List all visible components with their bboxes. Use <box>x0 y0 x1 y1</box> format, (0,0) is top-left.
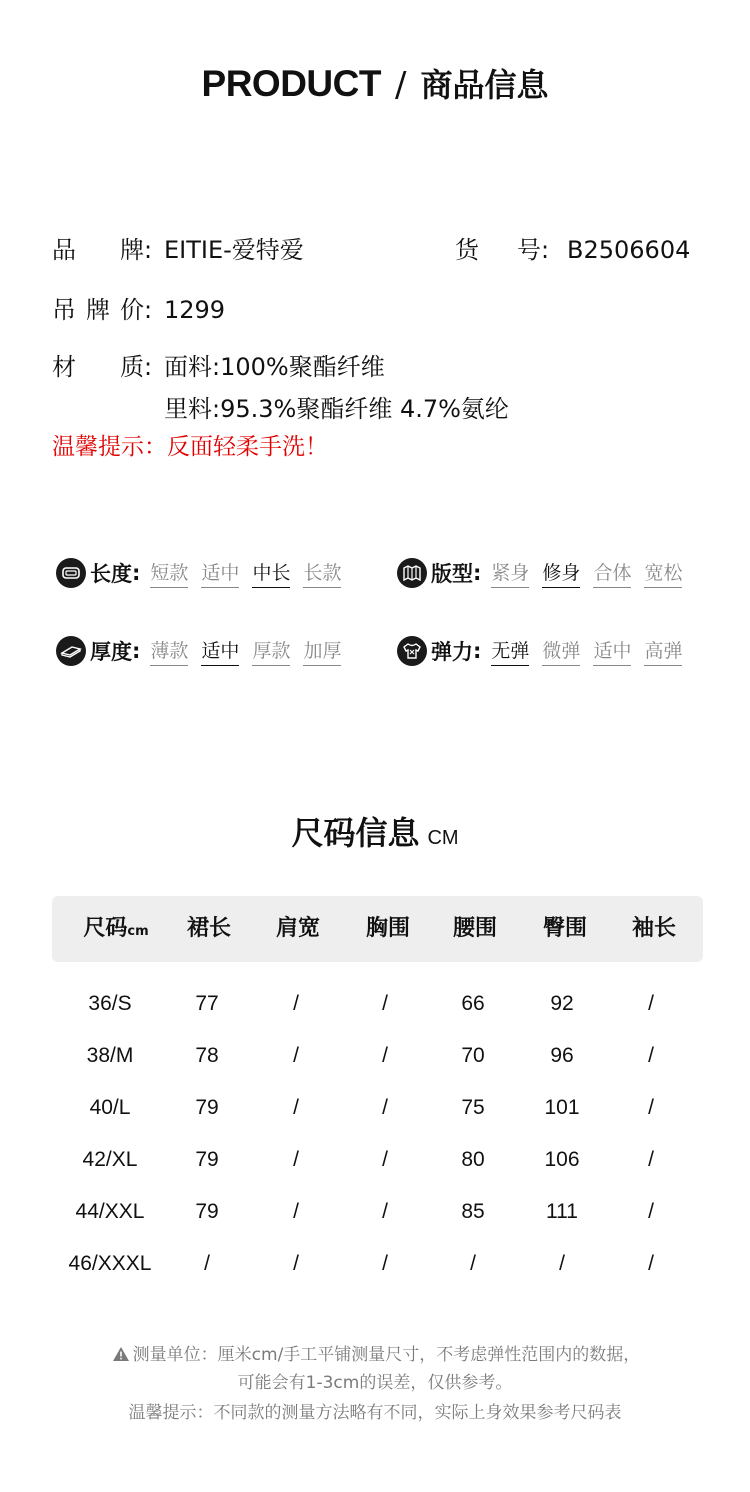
material-line-1: 面料:100%聚酯纤维 <box>164 353 385 381</box>
size-section-title <box>0 808 750 854</box>
table-header-cell: 裙长 <box>186 916 231 941</box>
attr-option: 短款 <box>150 558 188 588</box>
price-value: 1299 <box>164 296 226 324</box>
attr-label: 版型 <box>431 562 473 586</box>
table-row <box>0 1238 750 1290</box>
attr-thickness <box>56 636 341 666</box>
attr-label: 长度 <box>90 562 132 586</box>
attr-colon: : <box>473 639 482 663</box>
table-cell: 40/L <box>89 1096 131 1119</box>
attr-colon: : <box>473 561 482 585</box>
attr-option-selected: 中长 <box>252 558 290 588</box>
material-label: 材质 <box>52 353 144 381</box>
table-cell: / <box>382 1044 388 1067</box>
table-cell: 79 <box>195 1096 219 1119</box>
attr-colon: : <box>132 639 141 663</box>
table-cell: / <box>648 992 654 1015</box>
length-icon <box>56 558 86 588</box>
colon: : <box>144 236 153 264</box>
material-line-2: 里料:95.3%聚酯纤维 4.7%氨纶 <box>164 395 509 423</box>
title-separator: / <box>394 65 407 105</box>
attr-option: 适中 <box>201 558 239 588</box>
table-cell: 70 <box>461 1044 485 1067</box>
colon: : <box>541 236 550 264</box>
price-label: 吊牌价 <box>52 296 144 324</box>
colon: : <box>144 296 153 324</box>
measure-note-line-3: 温馨提示：不同款的测量方法略有不同，实际上身效果参考尺码表 <box>128 1403 622 1423</box>
attr-colon: : <box>132 561 141 585</box>
table-cell: 38/M <box>86 1044 134 1067</box>
attr-length <box>56 558 341 588</box>
table-row <box>0 1082 750 1134</box>
product-title <box>0 60 750 106</box>
header-size-label: 尺码 <box>83 916 128 941</box>
table-header-cell: 臀围 <box>542 916 587 941</box>
table-cell: 92 <box>550 992 574 1015</box>
table-cell: 79 <box>195 1200 219 1223</box>
attr-label: 厚度 <box>90 640 132 664</box>
material-row <box>52 347 385 382</box>
attr-option: 宽松 <box>644 558 682 588</box>
table-cell: 75 <box>461 1096 485 1119</box>
attr-option: 高弹 <box>644 636 682 666</box>
measure-note-line-2: 可能会有1-3cm的误差，仅供参考。 <box>237 1373 513 1393</box>
sku-row <box>455 230 690 265</box>
brand-value: EITIE-爱特爱 <box>164 236 304 264</box>
fit-icon <box>397 558 427 588</box>
attr-option-selected: 修身 <box>542 558 580 588</box>
sku-value: B2506604 <box>567 236 691 264</box>
table-cell: / <box>293 992 299 1015</box>
warning-icon <box>112 1346 130 1367</box>
table-header-cell: 肩宽 <box>275 916 320 941</box>
table-cell: / <box>382 1096 388 1119</box>
table-cell: / <box>648 1148 654 1171</box>
attr-option: 加厚 <box>303 636 341 666</box>
table-cell: / <box>382 1200 388 1223</box>
attr-option: 薄款 <box>150 636 188 666</box>
measure-note-line-1: 测量单位：厘米cm/手工平铺测量尺寸，不考虑弹性范围内的数据， <box>132 1345 641 1365</box>
table-cell: 85 <box>461 1200 485 1223</box>
attr-option: 微弹 <box>542 636 580 666</box>
table-cell: / <box>470 1252 476 1275</box>
brand-row <box>52 230 304 265</box>
attr-option-selected: 无弹 <box>491 636 529 666</box>
attr-label: 弹力 <box>431 640 473 664</box>
table-cell: / <box>293 1148 299 1171</box>
thickness-icon <box>56 636 86 666</box>
table-cell: / <box>293 1252 299 1275</box>
care-tip: 温馨提示：反面轻柔手洗！ <box>52 434 328 460</box>
size-table-header <box>52 896 703 962</box>
table-cell: / <box>293 1096 299 1119</box>
table-cell: / <box>648 1200 654 1223</box>
table-cell: 80 <box>461 1148 485 1171</box>
attr-option: 合体 <box>593 558 631 588</box>
table-cell: / <box>648 1044 654 1067</box>
product-title-en: PRODUCT <box>201 63 381 104</box>
table-row <box>0 978 750 1030</box>
table-header-cell <box>71 896 161 962</box>
table-row <box>0 1030 750 1082</box>
table-cell: 77 <box>195 992 219 1015</box>
table-cell: / <box>293 1044 299 1067</box>
table-header-cell: 腰围 <box>452 916 497 941</box>
table-cell: / <box>382 992 388 1015</box>
table-cell: / <box>648 1252 654 1275</box>
table-cell: 111 <box>546 1200 578 1223</box>
table-row <box>0 1134 750 1186</box>
size-table-body <box>0 978 750 1290</box>
measure-note <box>0 1340 750 1367</box>
table-header-cell: 胸围 <box>365 916 410 941</box>
size-title-text: 尺码信息 <box>291 814 420 852</box>
table-cell: / <box>559 1252 565 1275</box>
table-cell: 96 <box>550 1044 574 1067</box>
table-cell: 78 <box>195 1044 219 1067</box>
table-cell: 101 <box>544 1096 580 1119</box>
table-cell: 46/XXXL <box>68 1252 152 1275</box>
attr-option: 厚款 <box>252 636 290 666</box>
attr-stretch <box>397 636 682 666</box>
table-cell: 66 <box>461 992 485 1015</box>
attr-option: 长款 <box>303 558 341 588</box>
table-cell: 42/XL <box>82 1148 138 1171</box>
attr-option: 适中 <box>593 636 631 666</box>
table-cell: 106 <box>544 1148 580 1171</box>
stretch-icon <box>397 636 427 666</box>
colon: : <box>144 353 153 381</box>
table-cell: / <box>382 1148 388 1171</box>
table-row <box>0 1186 750 1238</box>
table-cell: / <box>204 1252 210 1275</box>
attr-fit <box>397 558 682 588</box>
attr-option-selected: 适中 <box>201 636 239 666</box>
size-title-unit: CM <box>427 827 459 849</box>
table-cell: 44/XXL <box>75 1200 145 1223</box>
table-header-cell: 袖长 <box>631 916 676 941</box>
table-cell: / <box>648 1096 654 1119</box>
header-size-unit: cm <box>127 924 149 939</box>
table-cell: 79 <box>195 1148 219 1171</box>
product-title-zh: 商品信息 <box>420 66 549 104</box>
attr-option: 紧身 <box>491 558 529 588</box>
brand-label: 品牌 <box>52 236 144 264</box>
table-cell: 36/S <box>88 992 132 1015</box>
sku-label: 货号 <box>455 236 541 264</box>
price-row <box>52 290 225 325</box>
table-cell: / <box>293 1200 299 1223</box>
table-cell: / <box>382 1252 388 1275</box>
